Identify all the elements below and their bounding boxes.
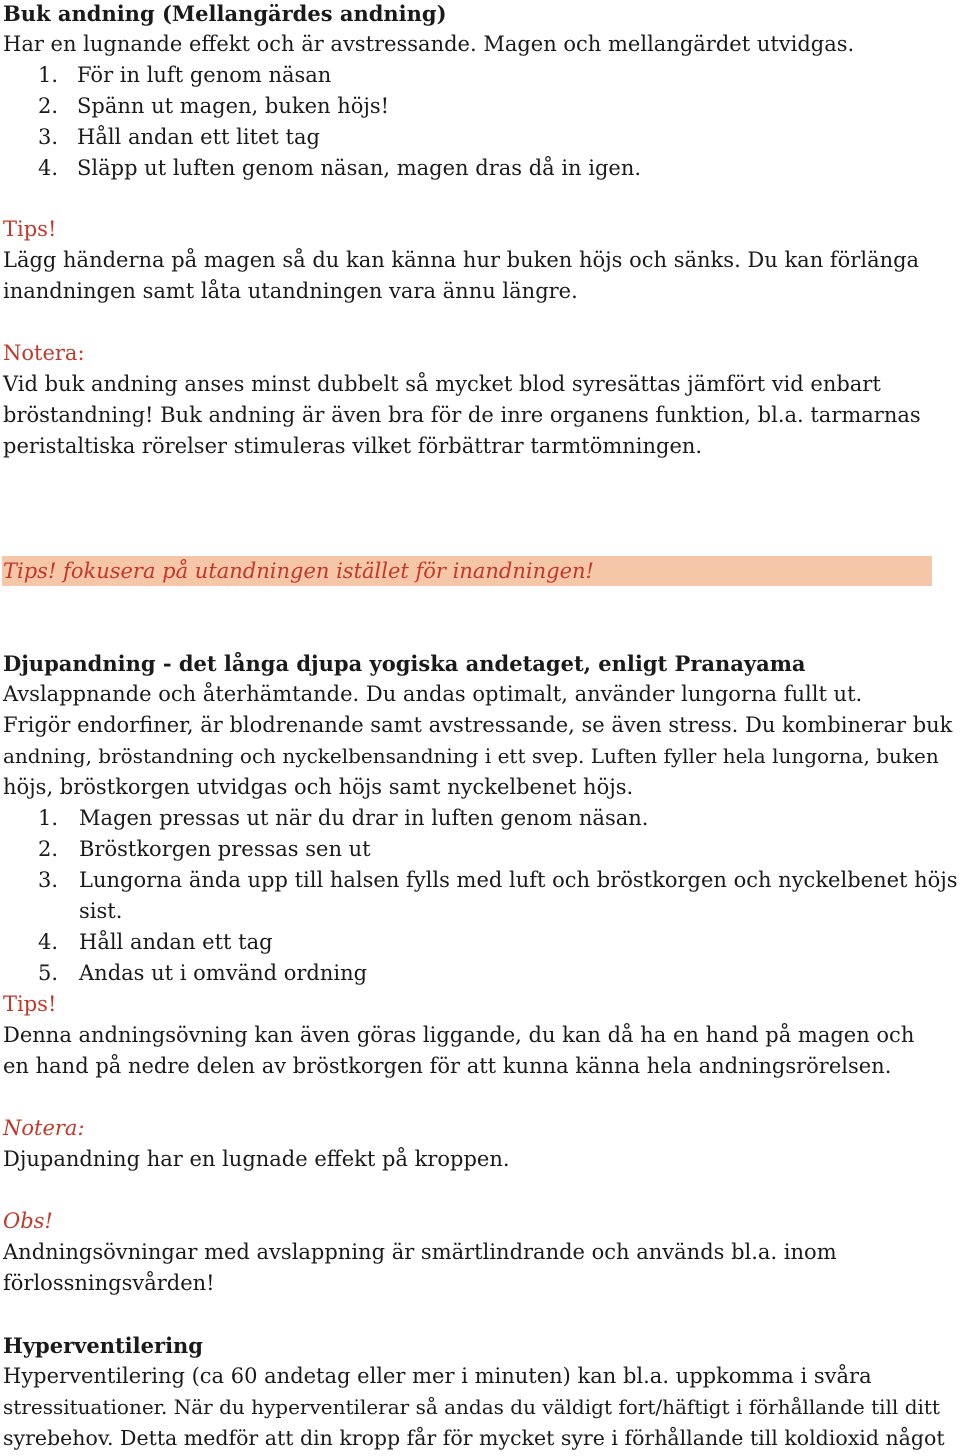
tips-text-line: inandningen samt låta utandningen vara ännu längre. [3, 279, 578, 303]
step-number: 1. [38, 806, 59, 830]
step-text: Håll andan ett litet tag [77, 125, 320, 149]
section-text-line: Hyperventilering (ca 60 andetag eller mer i minuten) kan bl.a. uppkomma i svåra [3, 1364, 872, 1388]
step-text: Lungorna ända upp till halsen fylls med luft och bröstkorgen och nyckelbenet höjs [79, 868, 958, 892]
step-number: 3. [38, 868, 59, 892]
step-number: 4. [38, 930, 59, 954]
section-intro: Har en lugnande effekt och är avstressande. Magen och mellangärdet utvidgas. [3, 32, 855, 56]
step-text: Släpp ut luften genom näsan, magen dras då in igen. [77, 156, 642, 180]
notera-label: Notera: [3, 1116, 85, 1140]
obs-text-line: förlossningsvården! [3, 1271, 215, 1295]
section-intro-line: Avslappnande och återhämtande. Du andas optimalt, använder lungorna fullt ut. [3, 682, 863, 706]
obs-label: Obs! [3, 1209, 53, 1233]
step-text: Magen pressas ut när du drar in luften genom näsan. [79, 806, 649, 830]
step-number: 1. [38, 63, 59, 87]
section-intro-line: andning, bröstandning och nyckelbensandning i ett svep. Luften fyller hela lungorna, buken [3, 744, 939, 768]
section-heading-djupandning: Djupandning - det långa djupa yogiska andetaget, enligt Pranayama [3, 651, 806, 676]
step-text: Bröstkorgen pressas sen ut [79, 837, 371, 861]
section-text-line: stressituationer. När du hyperventilerar så andas du väldigt fort/häftigt i förhållande till ditt [3, 1395, 940, 1419]
highlight-tip: Tips! fokusera på utandningen istället för inandningen! [3, 559, 594, 583]
step-text: Håll andan ett tag [79, 930, 273, 954]
section-heading-buk-andning: Buk andning (Mellangärdes andning) [3, 1, 447, 26]
obs-text-line: Andningsövningar med avslappning är smärtlindrande och används bl.a. inom [3, 1240, 837, 1264]
step-text: För in luft genom näsan [77, 63, 332, 87]
step-number: 2. [38, 94, 59, 118]
tips-label: Tips! [3, 217, 57, 241]
step-number: 3. [38, 125, 59, 149]
tips-label: Tips! [3, 992, 57, 1016]
tips-text-line: en hand på nedre delen av bröstkorgen för att kunna känna hela andningsrörelsen. [3, 1054, 892, 1078]
step-number: 5. [38, 961, 59, 985]
step-text: Andas ut i omvänd ordning [79, 961, 368, 985]
tips-text-line: Lägg händerna på magen så du kan känna hur buken höjs och sänks. Du kan förlänga [3, 248, 920, 272]
section-intro-line: höjs, bröstkorgen utvidgas och höjs samt nyckelbenet höjs. [3, 775, 634, 799]
step-text: Spänn ut magen, buken höjs! [77, 94, 390, 118]
step-text-continuation: sist. [79, 899, 123, 923]
step-number: 4. [38, 156, 59, 180]
notera-text-line: bröstandning! Buk andning är även bra för de inre organens funktion, bl.a. tarmarnas [3, 403, 921, 427]
notera-text-line: peristaltiska rörelser stimuleras vilket förbättrar tarmtömningen. [3, 434, 703, 458]
notera-label: Notera: [3, 341, 85, 365]
tips-text-line: Denna andningsövning kan även göras liggande, du kan då ha en hand på magen och [3, 1023, 915, 1047]
notera-text: Djupandning har en lugnade effekt på kroppen. [3, 1147, 510, 1171]
section-intro-line: Frigör endorfiner, är blodrenande samt avstressande, se även stress. Du kombinerar buk [3, 713, 953, 737]
notera-text-line: Vid buk andning anses minst dubbelt så mycket blod syresättas jämfört vid enbart [3, 372, 881, 396]
step-number: 2. [38, 837, 59, 861]
section-text-line: syrebehov. Detta medför att din kropp får för mycket syre i förhållande till koldioxid något [3, 1426, 945, 1450]
section-heading-hyperventilering: Hyperventilering [3, 1333, 203, 1358]
